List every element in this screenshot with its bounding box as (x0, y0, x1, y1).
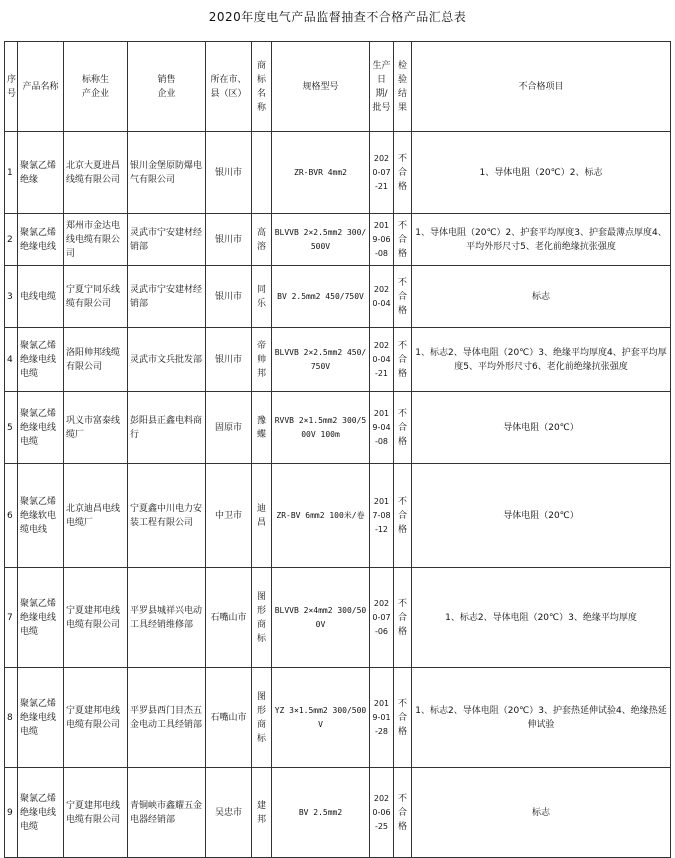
cell-city: 石嘴山市 (206, 568, 252, 668)
cell-product: 聚氯乙烯绝缘电线电缆 (18, 392, 64, 464)
cell-product: 聚氯乙烯绝缘电线电缆 (18, 568, 64, 668)
header-no: 序号 (5, 42, 18, 132)
cell-city: 石嘴山市 (206, 668, 252, 768)
cell-no: 3 (5, 266, 18, 328)
cell-result: 不合格 (394, 132, 412, 214)
cell-result: 不合格 (394, 214, 412, 266)
table-row (5, 768, 671, 858)
table-row (5, 328, 671, 392)
cell-brand: 图形商标 (252, 668, 272, 768)
table-row (5, 392, 671, 464)
cell-no: 2 (5, 214, 18, 266)
cell-brand: 帝帅邦 (252, 328, 272, 392)
table-row (5, 214, 671, 266)
cell-items: 导体电阻（20℃） (412, 464, 671, 568)
cell-spec: YZ 3×1.5mm2 300/500V (272, 668, 370, 768)
cell-city: 银川市 (206, 328, 252, 392)
header-result: 检验结果 (394, 42, 412, 132)
cell-date: 2020-07-06 (370, 568, 394, 668)
cell-brand: 豫蝶 (252, 392, 272, 464)
cell-seller: 平罗县西门目杰五金电动工具经销部 (128, 668, 206, 768)
cell-seller: 平罗县城祥兴电动工具经销维修部 (128, 568, 206, 668)
cell-result: 不合格 (394, 668, 412, 768)
cell-date: 2019-06-08 (370, 214, 394, 266)
cell-producer: 巩义市富泰线缆厂 (64, 392, 128, 464)
cell-items: 导体电阻（20℃） (412, 392, 671, 464)
cell-result: 不合格 (394, 568, 412, 668)
cell-producer: 北京迪昌电线电缆厂 (64, 464, 128, 568)
cell-brand: 建邦 (252, 768, 272, 858)
cell-seller: 灵武市宁安建材经销部 (128, 214, 206, 266)
cell-seller: 灵武市文兵批发部 (128, 328, 206, 392)
cell-items: 1、标志2、导体电阻（20℃）3、绝缘平均厚度 (412, 568, 671, 668)
header-product: 产品名称 (18, 42, 64, 132)
cell-date: 2017-08-12 (370, 464, 394, 568)
cell-city: 银川市 (206, 132, 252, 214)
cell-city: 银川市 (206, 266, 252, 328)
cell-date: 2019-04-08 (370, 392, 394, 464)
cell-producer: 北京大夏进昌线缆有限公司 (64, 132, 128, 214)
cell-items: 标志 (412, 768, 671, 858)
cell-producer: 郑州市金达电线电缆有限公司 (64, 214, 128, 266)
cell-result: 不合格 (394, 464, 412, 568)
page-title: 2020年度电气产品监督抽查不合格产品汇总表 (208, 10, 467, 24)
cell-spec: BV 2.5mm2 (272, 768, 370, 858)
cell-product: 聚氯乙烯绝缘电线电缆 (18, 328, 64, 392)
cell-seller: 灵武市宁安建材经销部 (128, 266, 206, 328)
cell-date: 2020-06-25 (370, 768, 394, 858)
cell-city: 固原市 (206, 392, 252, 464)
cell-date: 2020-07-21 (370, 132, 394, 214)
cell-no: 9 (5, 768, 18, 858)
cell-city: 银川市 (206, 214, 252, 266)
cell-date: 2020-04-21 (370, 328, 394, 392)
cell-result: 不合格 (394, 328, 412, 392)
cell-items: 1、导体电阻（20℃）2、护套平均厚度3、护套最薄点厚度4、平均外形尺寸5、老化前绝缘抗张强度 (412, 214, 671, 266)
cell-brand: 图形商标 (252, 568, 272, 668)
table-row (5, 568, 671, 668)
cell-product: 电线电缆 (18, 266, 64, 328)
cell-seller: 青铜峡市鑫耀五金电器经销部 (128, 768, 206, 858)
cell-brand: 高溶 (252, 214, 272, 266)
cell-date: 2019-01-28 (370, 668, 394, 768)
cell-brand (252, 132, 272, 214)
cell-no: 1 (5, 132, 18, 214)
cell-product: 聚氯乙烯绝缘软电缆电线 (18, 464, 64, 568)
cell-items: 1、标志2、导体电阻（20℃）3、护套热延伸试验4、绝缘热延伸试验 (412, 668, 671, 768)
cell-brand: 同乐 (252, 266, 272, 328)
cell-product: 聚氯乙烯绝缘电线 (18, 214, 64, 266)
cell-spec: BV 2.5mm2 450/750V (272, 266, 370, 328)
cell-result: 不合格 (394, 266, 412, 328)
header-spec: 规格型号 (272, 42, 370, 132)
table-row (5, 464, 671, 568)
cell-items: 1、标志2、导体电阻（20℃）3、绝缘平均厚度4、护套平均厚度5、平均外形尺寸6、老化前绝缘抗张强度 (412, 328, 671, 392)
cell-no: 7 (5, 568, 18, 668)
cell-producer: 宁夏建邦电线电缆有限公司 (64, 568, 128, 668)
cell-spec: BLVVB 2×2.5mm2 450/750V (272, 328, 370, 392)
cell-no: 5 (5, 392, 18, 464)
cell-seller: 银川金堡原防爆电气有限公司 (128, 132, 206, 214)
cell-result: 不合格 (394, 392, 412, 464)
cell-producer: 宁夏建邦电线电缆有限公司 (64, 668, 128, 768)
cell-date: 2020-04 (370, 266, 394, 328)
header-date: 生产日期/批号 (370, 42, 394, 132)
cell-no: 4 (5, 328, 18, 392)
table-header-row (5, 42, 671, 132)
cell-producer: 洛阳帅邦线缆有限公司 (64, 328, 128, 392)
cell-city: 中卫市 (206, 464, 252, 568)
header-producer: 标称生 产企业 (64, 42, 128, 132)
header-city: 所在市、县（区） (206, 42, 252, 132)
header-brand: 商标名称 (252, 42, 272, 132)
header-items: 不合格项目 (412, 42, 671, 132)
cell-spec: BLVVB 2×2.5mm2 300/500V (272, 214, 370, 266)
cell-product: 聚氯乙烯绝缘电线电缆 (18, 768, 64, 858)
cell-city: 吴忠市 (206, 768, 252, 858)
cell-seller: 彭阳县正鑫电料商行 (128, 392, 206, 464)
cell-producer: 宁夏宁同乐线缆有限公司 (64, 266, 128, 328)
table-row (5, 668, 671, 768)
cell-spec: ZR-BV 6mm2 100米/卷 (272, 464, 370, 568)
table-row (5, 266, 671, 328)
cell-producer: 宁夏建邦电线电缆有限公司 (64, 768, 128, 858)
cell-spec: BLVVB 2×4mm2 300/500V (272, 568, 370, 668)
cell-items: 标志 (412, 266, 671, 328)
cell-spec: ZR-BVR 4mm2 (272, 132, 370, 214)
header-seller: 销售 企业 (128, 42, 206, 132)
cell-product: 聚氯乙烯绝缘电线电缆 (18, 668, 64, 768)
cell-no: 6 (5, 464, 18, 568)
cell-no: 8 (5, 668, 18, 768)
cell-product: 聚氯乙烯绝缘 (18, 132, 64, 214)
cell-seller: 宁夏鑫中川电力安装工程有限公司 (128, 464, 206, 568)
table-row (5, 132, 671, 214)
cell-items: 1、导体电阻（20℃）2、标志 (412, 132, 671, 214)
nonconforming-products-table (4, 41, 671, 858)
cell-brand: 迪昌 (252, 464, 272, 568)
cell-result: 不合格 (394, 768, 412, 858)
cell-spec: RVVB 2×1.5mm2 300/500V 100m (272, 392, 370, 464)
